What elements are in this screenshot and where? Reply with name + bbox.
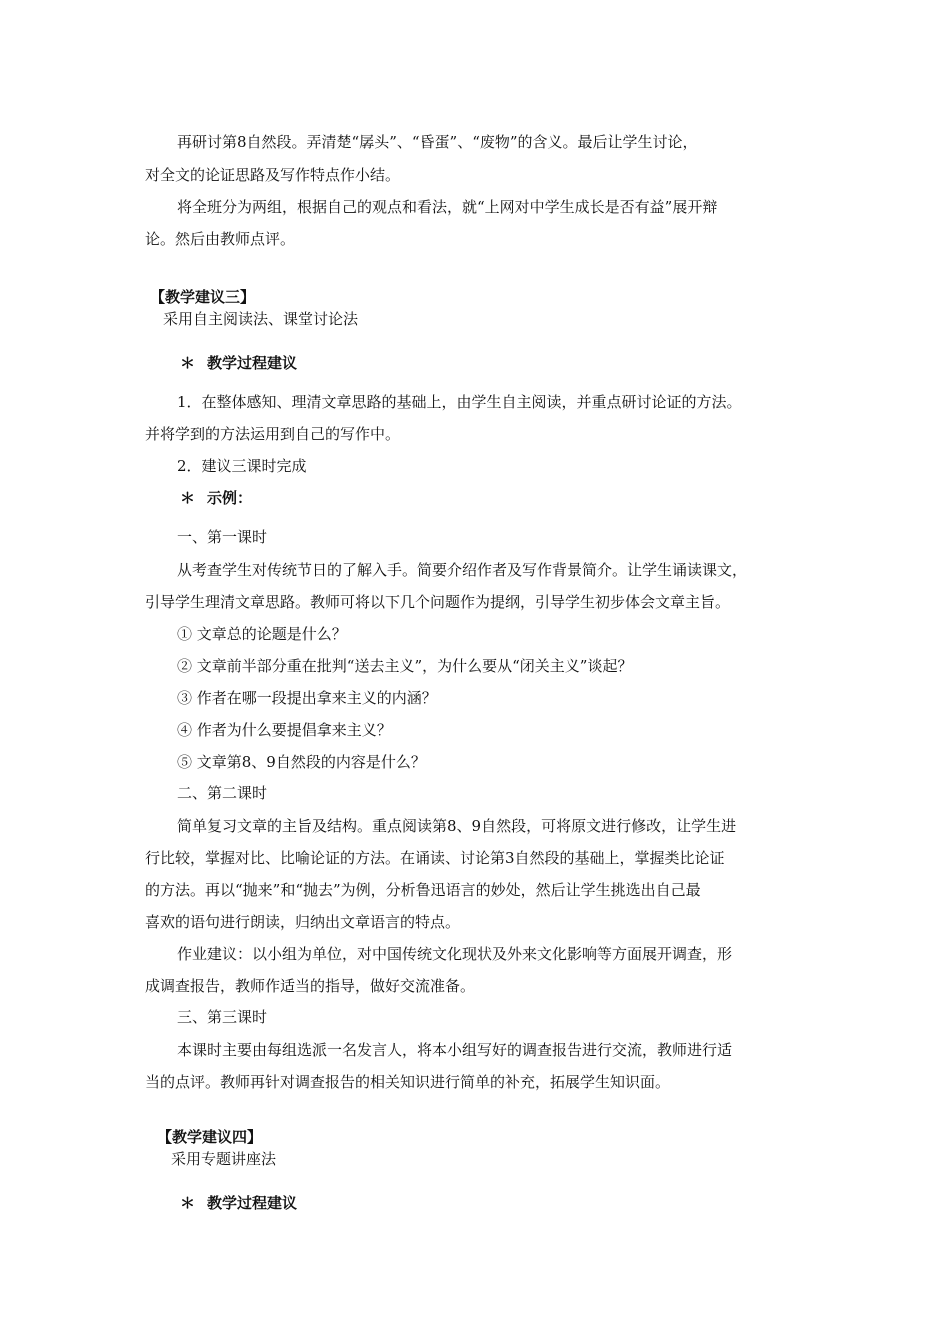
question-item: ② 文章前半部分重在批判“送去主义”，为什么要从“闭关主义”谈起？ — [177, 657, 633, 675]
paragraph-line: 论。然后由教师点评。 — [145, 230, 296, 248]
list-item: 1．在整体感知、理清文章思路的基础上，由学生自主阅读，并重点研讨论证的方法。 — [177, 393, 742, 411]
method-text: 采用自主阅读法、课堂讨论法 — [163, 310, 359, 328]
paragraph-line: 对全文的论证思路及写作特点作小结。 — [145, 166, 401, 184]
paragraph-line: 简单复习文章的主旨及结构。重点阅读第8、9自然段，可将原文进行修改，让学生进 — [177, 817, 737, 835]
paragraph-line: 成调查报告，教师作适当的指导，做好交流准备。 — [145, 977, 476, 995]
paragraph-line: 喜欢的语句进行朗读，归纳出文章语言的特点。 — [145, 913, 461, 931]
method-text: 采用专题讲座法 — [171, 1150, 277, 1168]
asterisk-marker: ＊ — [180, 489, 196, 507]
question-item: ④ 作者为什么要提倡拿来主义？ — [177, 721, 392, 739]
list-item: 并将学到的方法运用到自己的写作中。 — [145, 425, 401, 443]
section-heading: 【教学建议三】 — [150, 288, 256, 306]
subheading — [180, 488, 252, 508]
subheading — [180, 1193, 297, 1213]
paragraph-line: 再研讨第8自然段。弄清楚“孱头”、“昏蛋”、“废物”的含义。最后让学生讨论， — [177, 133, 698, 151]
paragraph-line: 当的点评。教师再针对调查报告的相关知识进行简单的补充，拓展学生知识面。 — [145, 1073, 671, 1091]
question-item: ① 文章总的论题是什么？ — [177, 625, 347, 643]
lesson-title: 一、第一课时 — [177, 528, 268, 546]
lesson-title: 三、第三课时 — [177, 1008, 268, 1026]
process-heading: 教学过程建议 — [207, 1194, 298, 1212]
paragraph-line: 本课时主要由每组选派一名发言人，将本小组写好的调查报告进行交流，教师进行适 — [177, 1041, 733, 1059]
list-item: 2．建议三课时完成 — [177, 457, 307, 475]
question-item: ③ 作者在哪一段提出拿来主义的内涵？ — [177, 689, 437, 707]
lesson-title: 二、第二课时 — [177, 784, 268, 802]
subheading — [180, 353, 297, 373]
paragraph-line: 引导学生理清文章思路。教师可将以下几个问题作为提纲，引导学生初步体会文章主旨。 — [145, 593, 731, 611]
section-heading: 【教学建议四】 — [157, 1128, 263, 1146]
example-heading: 示例： — [207, 489, 253, 507]
paragraph-line: 作业建议：以小组为单位，对中国传统文化现状及外来文化影响等方面展开调查，形 — [177, 945, 733, 963]
asterisk-marker: ＊ — [180, 354, 196, 372]
paragraph-line: 从考查学生对传统节日的了解入手。简要介绍作者及写作背景简介。让学生诵读课文， — [177, 561, 748, 579]
paragraph-line: 将全班分为两组，根据自己的观点和看法，就“上网对中学生成长是否有益”展开辩 — [177, 198, 718, 216]
process-heading: 教学过程建议 — [207, 354, 298, 372]
paragraph-line: 的方法。再以“抛来”和“抛去”为例，分析鲁迅语言的妙处，然后让学生挑选出自己最 — [145, 881, 701, 899]
question-item: ⑤ 文章第8、9自然段的内容是什么？ — [177, 753, 426, 771]
asterisk-marker: ＊ — [180, 1194, 196, 1212]
paragraph-line: 行比较，掌握对比、比喻论证的方法。在诵读、讨论第3自然段的基础上，掌握类比论证 — [145, 849, 725, 867]
